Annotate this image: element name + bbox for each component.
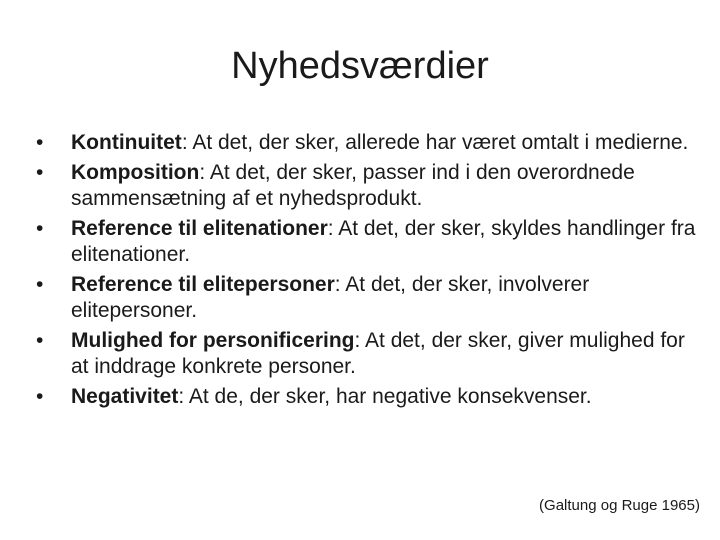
slide-title: Nyhedsværdier	[231, 45, 489, 87]
bullet-term: Reference til elitepersoner	[71, 273, 335, 296]
bullet-text: : At det, der sker, giver mulighed for at inddrage konkrete personer.	[71, 329, 685, 378]
bullet-item-negativitet	[36, 384, 700, 410]
bullet-dot-icon: •	[36, 161, 44, 184]
bullet-text: : At det, der sker, passer ind i den overordnede sammensætning af et nyhedsprodukt.	[71, 161, 635, 210]
bullet-dot-icon: •	[36, 385, 44, 408]
bullet-dot-icon: •	[36, 273, 44, 296]
bullet-dot-icon: •	[36, 217, 44, 240]
bullet-item-personificering	[36, 328, 700, 380]
bullet-term: Mulighed for personificering	[71, 329, 355, 352]
bullet-term: Reference til elitenationer	[71, 217, 328, 240]
bullet-text: : At det, der sker, allerede har været omtalt i medierne.	[181, 131, 689, 154]
bullet-term: Komposition	[71, 161, 200, 184]
bullet-item-komposition	[36, 160, 700, 212]
bullet-text: : At de, der sker, har negative konsekvenser.	[178, 385, 592, 408]
bullet-list	[36, 130, 700, 414]
bullet-item-elitepersoner	[36, 272, 700, 324]
bullet-item-elitenationer	[36, 216, 700, 268]
bullet-term: Negativitet	[71, 385, 179, 408]
bullet-dot-icon: •	[36, 329, 44, 352]
bullet-text: : At det, der sker, involverer elitepersoner.	[71, 273, 590, 322]
bullet-term: Kontinuitet	[71, 131, 182, 154]
bullet-text: : At det, der sker, skyldes handlinger fra elitenationer.	[71, 217, 696, 266]
citation: (Galtung og Ruge 1965)	[539, 497, 700, 514]
bullet-dot-icon: •	[36, 131, 44, 154]
bullet-item-kontinuitet	[36, 130, 700, 156]
